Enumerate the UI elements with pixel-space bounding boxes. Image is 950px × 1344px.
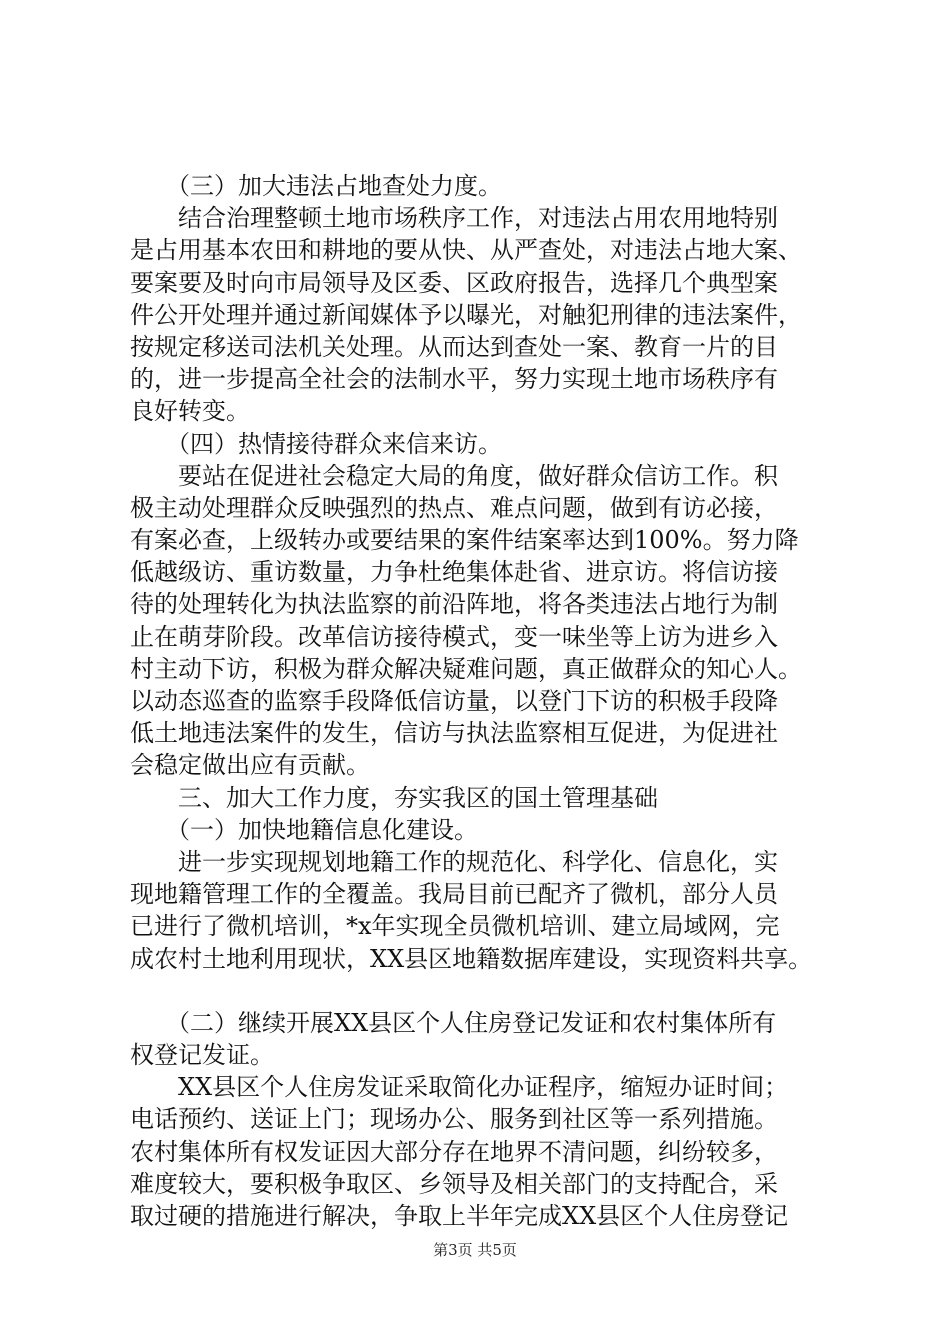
page-number-footer: 第3页 共5页 xyxy=(433,1241,517,1259)
text-line: 现地籍管理工作的全覆盖。我局目前已配齐了微机，部分人员 xyxy=(130,880,778,909)
text-line: 难度较大，要积极争取区、乡领导及相关部门的支持配合，采 xyxy=(130,1169,778,1198)
blank-line xyxy=(130,975,850,1007)
text-line: 低土地违法案件的发生，信访与执法监察相互促进，为促进社 xyxy=(130,719,778,748)
text-line: 电话预约、送证上门；现场办公、服务到社区等一系列措施。 xyxy=(130,1105,778,1134)
text-line: （二）继续开展XX县区个人住房登记发证和农村集体所有 xyxy=(130,1008,777,1037)
text-line: 低越级访、重访数量，力争杜绝集体赴省、进京访。将信访接 xyxy=(130,558,778,587)
text-line: 已进行了微机培训，*x年实现全员微机培训、建立局域网，完 xyxy=(130,912,780,941)
text-line: 待的处理转化为执法监察的前沿阵地，将各类违法占地行为制 xyxy=(130,590,778,619)
text-line: 进一步实现规划地籍工作的规范化、科学化、信息化，实 xyxy=(130,847,778,876)
text-line: 村主动下访，积极为群众解决疑难问题，真正做群众的知心人。 xyxy=(130,654,802,683)
text-line: （三）加大违法占地查处力度。 xyxy=(130,172,502,200)
text-line: 是占用基本农田和耕地的要从快、从严查处，对违法占地大案、 xyxy=(130,236,802,265)
text-line: 良好转变。 xyxy=(130,397,250,426)
text-line: 三、加大工作力度，夯实我区的国土管理基础 xyxy=(130,783,658,812)
text-line: 要案要及时向市局领导及区委、区政府报告，选择几个典型案 xyxy=(130,268,778,297)
text-line: （一）加快地籍信息化建设。 xyxy=(130,815,478,844)
text-line: 结合治理整顿土地市场秩序工作，对违法占用农用地特别 xyxy=(130,204,778,233)
text-line: 农村集体所有权发证因大部分存在地界不清问题，纠纷较多， xyxy=(130,1137,778,1166)
text-line: 件公开处理并通过新闻媒体予以曝光，对触犯刑律的违法案件， xyxy=(130,300,802,329)
text-line: 按规定移送司法机关处理。从而达到查处一案、教育一片的目 xyxy=(130,332,778,361)
text-line: 以动态巡查的监察手段降低信访量，以登门下访的积极手段降 xyxy=(130,687,778,715)
text-line: 要站在促进社会稳定大局的角度，做好群众信访工作。积 xyxy=(130,461,778,490)
text-line: 极主动处理群众反映强烈的热点、难点问题，做到有访必接， xyxy=(130,493,778,522)
text-line: 权登记发证。 xyxy=(130,1041,274,1070)
text-line: 会稳定做出应有贡献。 xyxy=(130,751,370,780)
text-line: （四）热情接待群众来信来访。 xyxy=(130,429,502,458)
document-body xyxy=(130,170,850,1232)
text-line: 取过硬的措施进行解决，争取上半年完成XX县区个人住房登记 xyxy=(130,1202,789,1230)
text-line: 的，进一步提高全社会的法制水平，努力实现土地市场秩序有 xyxy=(130,365,778,394)
text-line: 止在萌芽阶段。改革信访接待模式，变一味坐等上访为进乡入 xyxy=(130,622,778,651)
text-line: XX县区个人住房发证采取简化办证程序，缩短办证时间； xyxy=(130,1073,789,1102)
text-line: 成农村土地利用现状，XX县区地籍数据库建设，实现资料共享。 xyxy=(130,944,813,973)
text-line: 有案必查，上级转办或要结果的案件结案率达到100%。努力降 xyxy=(130,526,799,555)
